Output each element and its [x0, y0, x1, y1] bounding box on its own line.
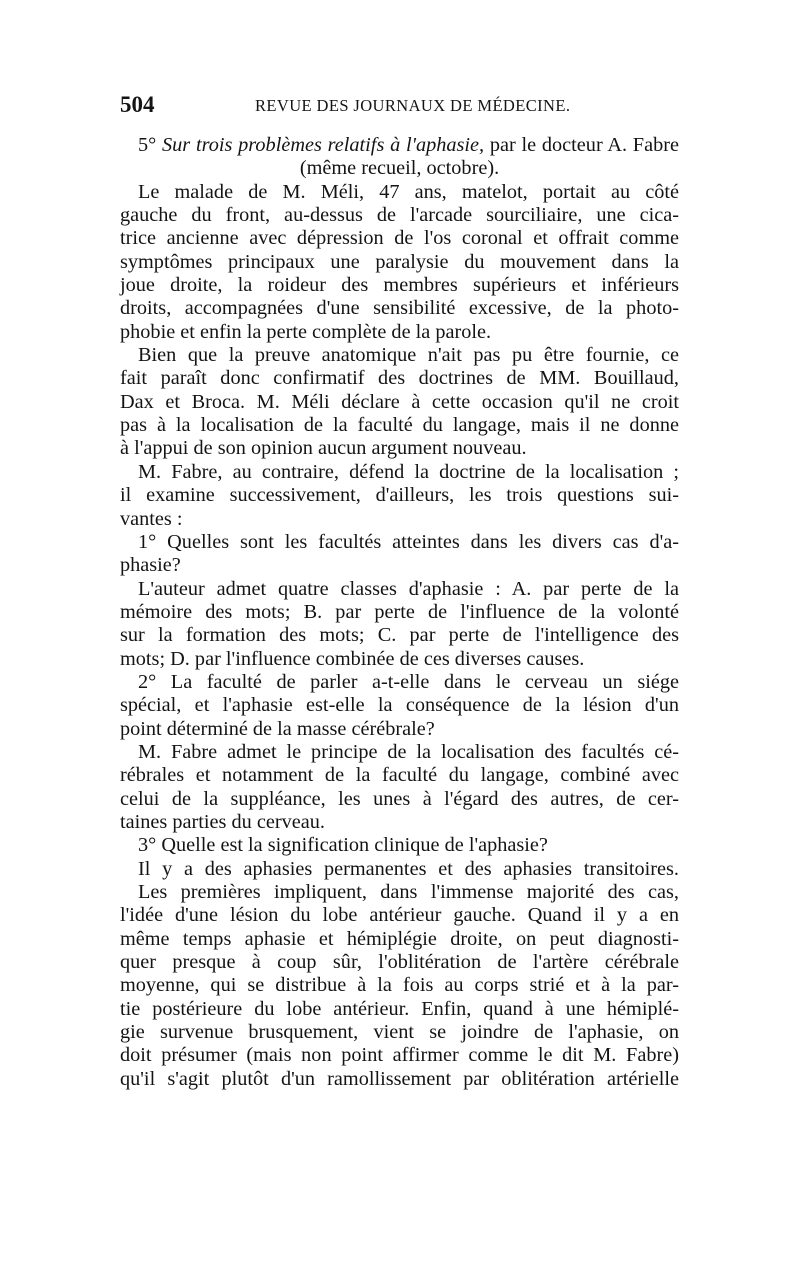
text-line: Bien que la preuve anatomique n'ait pas pu être fournie, ce	[138, 344, 679, 367]
text-line: mots; D. par l'influence combinée de ces diverses causes.	[120, 647, 585, 670]
text-line: Il y a des aphasies permanentes et des aphasies transitoires.	[138, 857, 679, 880]
text-line: quer presque à coup sûr, l'oblitération de l'artère cérébrale	[120, 951, 679, 974]
article-title-rest: par le docteur A. Fabre	[489, 134, 679, 156]
running-title: REVUE DES JOURNAUX DE MÉDECINE.	[255, 96, 571, 115]
text-line: 1° Quelles sont les facultés atteintes dans les divers cas d'a-	[138, 530, 679, 553]
article-title-number: 5°	[138, 134, 157, 156]
text-line: 3° Quelle est la signification clinique de l'aphasie?	[138, 834, 548, 857]
text-line: rébrales et notamment de la faculté du langage, combiné avec	[120, 764, 679, 787]
text-line: droits, accompagnées d'une sensibilité excessive, de la photo-	[120, 297, 679, 320]
text-line: gauche du front, au-dessus de l'arcade sourciliaire, une cica-	[120, 204, 679, 227]
text-line: Le malade de M. Méli, 47 ans, matelot, portait au côté	[138, 180, 679, 203]
text-line: celui de la suppléance, les unes à l'égard des autres, de cer-	[120, 787, 679, 810]
text-line: trice ancienne avec dépression de l'os coronal et offrait comme	[120, 227, 679, 250]
article-source: (même recueil, octobre).	[299, 157, 500, 180]
text-line: mémoire des mots; B. par perte de l'influence de la volonté	[120, 600, 679, 623]
text-line: M. Fabre admet le principe de la localisation des facultés cé-	[138, 740, 679, 763]
text-line: moyenne, qui se distribue à la fois au corps strié et à la par-	[120, 974, 679, 997]
text-line: Les premières impliquent, dans l'immense majorité des cas,	[138, 881, 679, 903]
text-line: il examine successivement, d'ailleurs, les trois questions sui-	[120, 484, 679, 507]
text-line: symptômes principaux une paralysie du mouvement dans la	[120, 250, 679, 273]
text-line: pas à la localisation de la faculté du langage, mais il ne donne	[120, 414, 679, 437]
article-title	[120, 134, 679, 157]
page-number: 504	[120, 92, 155, 117]
text-line: même temps aphasie et hémiplégie droite, on peut diagnosti-	[120, 927, 679, 950]
text-line: joue droite, la roideur des membres supérieurs et inférieurs	[120, 274, 679, 297]
page-header	[120, 92, 680, 116]
text-line: qu'il s'agit plutôt d'un ramollissement par oblitération artérielle	[120, 1067, 679, 1090]
text-line: taines parties du cerveau.	[120, 810, 325, 833]
text-line: l'idée d'une lésion du lobe antérieur gauche. Quand il y a en	[120, 904, 679, 927]
text-line: doit présumer (mais non point affirmer comme le dit M. Fabre)	[120, 1044, 679, 1067]
body-text	[120, 134, 679, 1091]
text-line: à l'appui de son opinion aucun argument nouveau.	[120, 437, 527, 460]
text-line: point déterminé de la masse cérébrale?	[120, 717, 435, 740]
text-line: phasie?	[120, 554, 181, 577]
text-line: phobie et enfin la perte complète de la parole.	[120, 320, 492, 343]
text-line: gie survenue brusquement, vient se joindre de l'aphasie, on	[120, 1021, 679, 1044]
text-line: 2° La faculté de parler a-t-elle dans le cerveau un siége	[138, 670, 679, 693]
text-line: spécial, et l'aphasie est-elle la conséquence de la lésion d'un	[120, 694, 679, 717]
text-line: tie postérieure du lobe antérieur. Enfin, quand à une hémiplé-	[120, 997, 679, 1020]
text-line: vantes :	[120, 507, 183, 530]
text-line: L'auteur admet quatre classes d'aphasie : A. par perte de la	[138, 577, 679, 600]
article-title-italic: Sur trois problèmes relatifs à l'aphasie,	[162, 134, 485, 156]
text-line: sur la formation des mots; C. par perte de l'intelligence des	[120, 624, 679, 647]
text-line: fait paraît donc confirmatif des doctrines de MM. Bouillaud,	[120, 367, 679, 390]
text-line: Dax et Broca. M. Méli déclare à cette occasion qu'il ne croit	[120, 390, 679, 413]
text-line: M. Fabre, au contraire, défend la doctrine de la localisation ;	[138, 460, 679, 483]
